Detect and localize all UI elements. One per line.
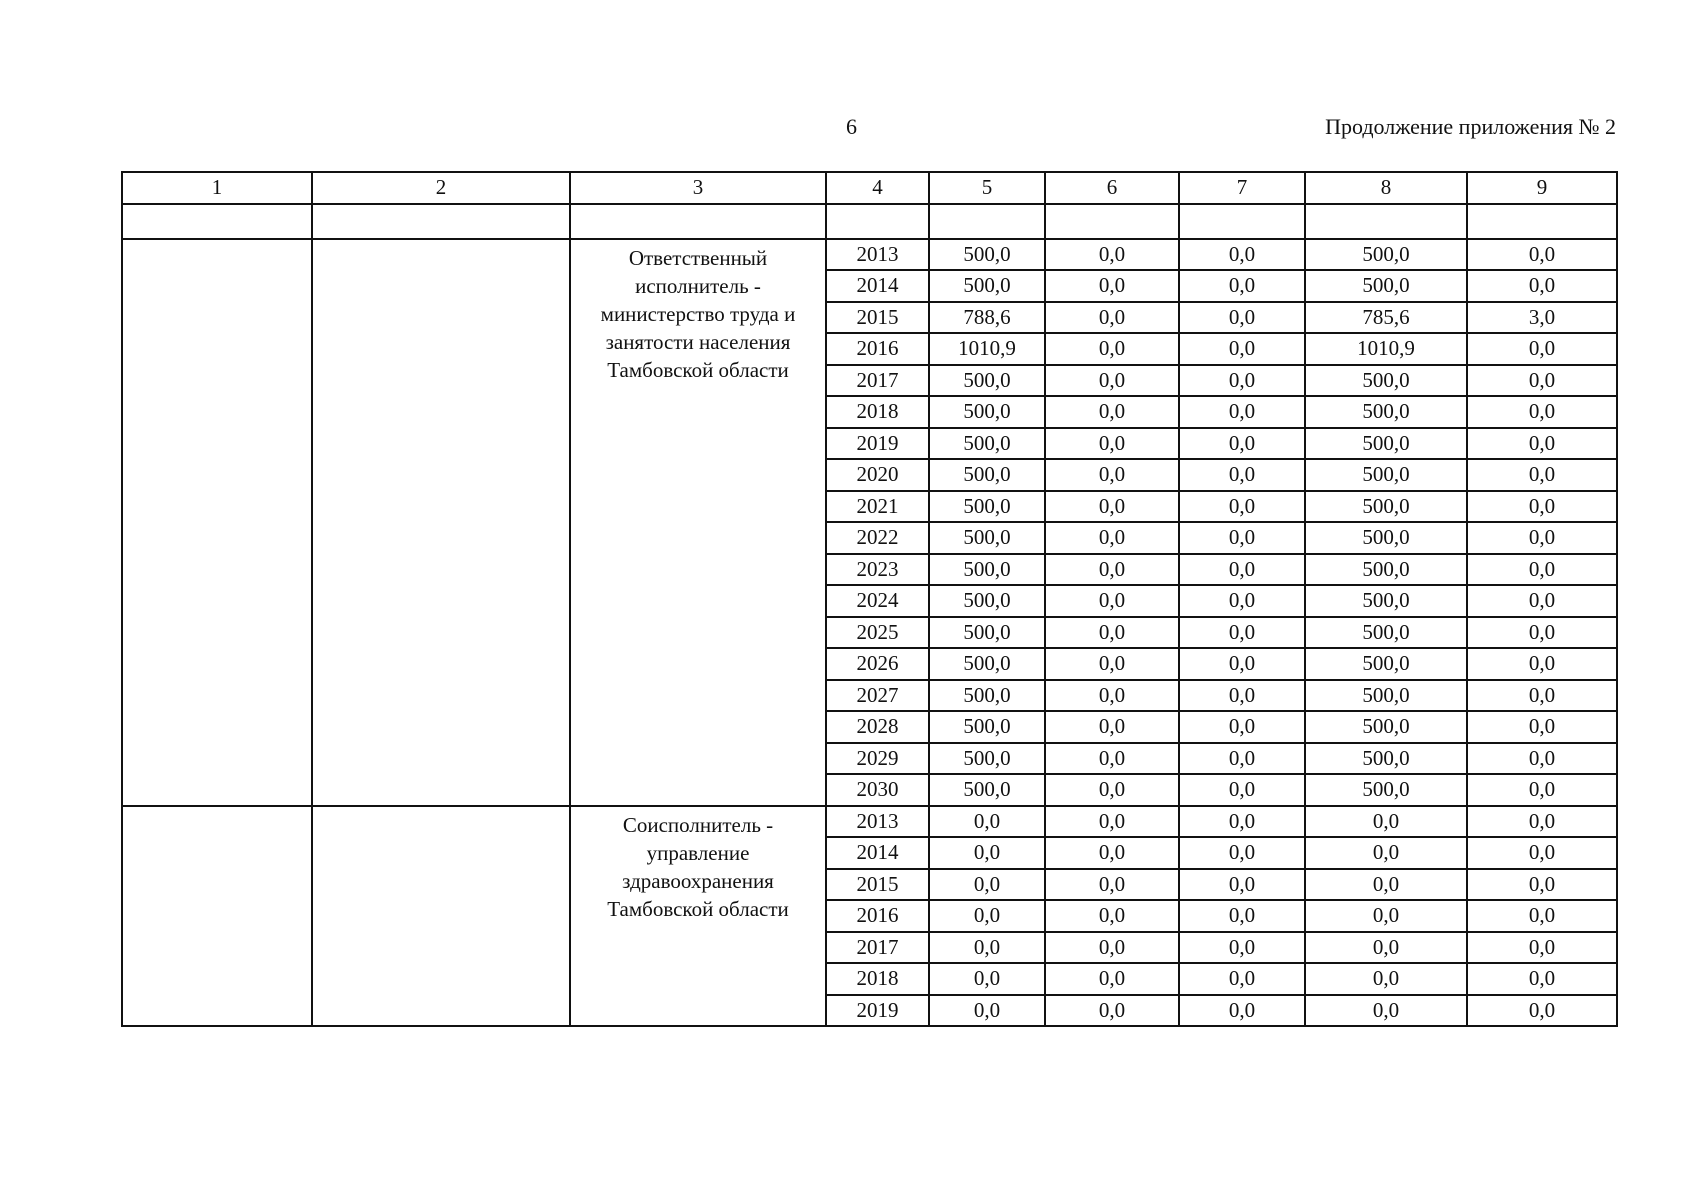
value-cell: 0,0 bbox=[1179, 806, 1305, 838]
value-cell: 0,0 bbox=[1179, 774, 1305, 806]
value-cell: 500,0 bbox=[1305, 491, 1467, 523]
executor-line: Ответственный bbox=[628, 245, 768, 270]
year-cell: 2025 bbox=[826, 617, 929, 649]
value-cell: 0,0 bbox=[929, 963, 1045, 995]
year-cell: 2029 bbox=[826, 743, 929, 775]
column-number-cell: 9 bbox=[1467, 172, 1617, 204]
value-cell: 0,0 bbox=[1467, 396, 1617, 428]
value-cell: 500,0 bbox=[1305, 365, 1467, 397]
value-cell: 0,0 bbox=[1467, 270, 1617, 302]
value-cell: 1010,9 bbox=[1305, 333, 1467, 365]
value-cell: 0,0 bbox=[929, 806, 1045, 838]
value-cell: 0,0 bbox=[1045, 522, 1179, 554]
column-number-cell: 7 bbox=[1179, 172, 1305, 204]
value-cell: 0,0 bbox=[1179, 680, 1305, 712]
year-cell: 2013 bbox=[826, 806, 929, 838]
value-cell: 0,0 bbox=[1467, 995, 1617, 1027]
value-cell: 500,0 bbox=[1305, 459, 1467, 491]
value-cell: 500,0 bbox=[929, 774, 1045, 806]
value-cell: 0,0 bbox=[1045, 554, 1179, 586]
executor-line: управление bbox=[646, 840, 750, 865]
value-cell: 0,0 bbox=[1467, 522, 1617, 554]
executor-line: Тамбовской области bbox=[607, 896, 789, 921]
col2-cell bbox=[312, 239, 570, 806]
year-cell: 2016 bbox=[826, 333, 929, 365]
value-cell: 0,0 bbox=[1179, 648, 1305, 680]
blank-cell bbox=[312, 204, 570, 239]
value-cell: 0,0 bbox=[1467, 239, 1617, 271]
value-cell: 500,0 bbox=[1305, 774, 1467, 806]
year-cell: 2019 bbox=[826, 428, 929, 460]
value-cell: 0,0 bbox=[1467, 869, 1617, 901]
value-cell: 0,0 bbox=[1045, 617, 1179, 649]
value-cell: 500,0 bbox=[929, 711, 1045, 743]
value-cell: 0,0 bbox=[1467, 617, 1617, 649]
value-cell: 0,0 bbox=[1179, 711, 1305, 743]
value-cell: 0,0 bbox=[1179, 837, 1305, 869]
value-cell: 0,0 bbox=[1045, 239, 1179, 271]
value-cell: 0,0 bbox=[1045, 680, 1179, 712]
value-cell: 0,0 bbox=[1467, 963, 1617, 995]
year-cell: 2022 bbox=[826, 522, 929, 554]
year-cell: 2015 bbox=[826, 302, 929, 334]
blank-cell bbox=[826, 204, 929, 239]
value-cell: 500,0 bbox=[1305, 554, 1467, 586]
value-cell: 500,0 bbox=[1305, 270, 1467, 302]
value-cell: 0,0 bbox=[1045, 869, 1179, 901]
value-cell: 500,0 bbox=[929, 648, 1045, 680]
year-cell: 2014 bbox=[826, 270, 929, 302]
blank-cell bbox=[1179, 204, 1305, 239]
column-number-cell: 1 bbox=[122, 172, 312, 204]
col1-cell bbox=[122, 239, 312, 806]
value-cell: 0,0 bbox=[1467, 774, 1617, 806]
value-cell: 0,0 bbox=[929, 932, 1045, 964]
year-cell: 2015 bbox=[826, 869, 929, 901]
value-cell: 0,0 bbox=[1467, 459, 1617, 491]
value-cell: 0,0 bbox=[1045, 333, 1179, 365]
blank-cell bbox=[122, 204, 312, 239]
column-number-row bbox=[122, 172, 1617, 204]
value-cell: 0,0 bbox=[1467, 680, 1617, 712]
value-cell: 500,0 bbox=[1305, 396, 1467, 428]
blank-cell bbox=[1467, 204, 1617, 239]
executor-cell bbox=[570, 239, 826, 806]
value-cell: 0,0 bbox=[1045, 396, 1179, 428]
value-cell: 0,0 bbox=[1179, 869, 1305, 901]
value-cell: 500,0 bbox=[1305, 585, 1467, 617]
value-cell: 0,0 bbox=[1467, 428, 1617, 460]
year-cell: 2024 bbox=[826, 585, 929, 617]
value-cell: 0,0 bbox=[1305, 806, 1467, 838]
value-cell: 500,0 bbox=[1305, 239, 1467, 271]
value-cell: 0,0 bbox=[1179, 302, 1305, 334]
column-number-cell: 6 bbox=[1045, 172, 1179, 204]
value-cell: 0,0 bbox=[1305, 900, 1467, 932]
executor-line: Соисполнитель - bbox=[622, 812, 774, 837]
executor-line: Тамбовской области bbox=[607, 357, 789, 382]
value-cell: 500,0 bbox=[929, 617, 1045, 649]
value-cell: 0,0 bbox=[1045, 837, 1179, 869]
executor-line: занятости населения bbox=[605, 329, 791, 354]
value-cell: 500,0 bbox=[929, 459, 1045, 491]
executor-line: министерство труда и bbox=[600, 301, 796, 326]
year-cell: 2018 bbox=[826, 396, 929, 428]
value-cell: 500,0 bbox=[929, 239, 1045, 271]
year-cell: 2013 bbox=[826, 239, 929, 271]
value-cell: 0,0 bbox=[1179, 995, 1305, 1027]
year-cell: 2027 bbox=[826, 680, 929, 712]
value-cell: 0,0 bbox=[1045, 932, 1179, 964]
financing-table bbox=[121, 171, 1618, 1027]
value-cell: 0,0 bbox=[1179, 554, 1305, 586]
value-cell: 0,0 bbox=[1179, 585, 1305, 617]
value-cell: 0,0 bbox=[1179, 963, 1305, 995]
value-cell: 0,0 bbox=[1179, 396, 1305, 428]
value-cell: 0,0 bbox=[1467, 365, 1617, 397]
blank-cell bbox=[570, 204, 826, 239]
value-cell: 0,0 bbox=[1305, 869, 1467, 901]
value-cell: 0,0 bbox=[1467, 333, 1617, 365]
value-cell: 0,0 bbox=[1467, 554, 1617, 586]
value-cell: 0,0 bbox=[1305, 837, 1467, 869]
value-cell: 0,0 bbox=[1045, 900, 1179, 932]
value-cell: 0,0 bbox=[1467, 806, 1617, 838]
value-cell: 788,6 bbox=[929, 302, 1045, 334]
year-cell: 2019 bbox=[826, 995, 929, 1027]
year-cell: 2028 bbox=[826, 711, 929, 743]
value-cell: 500,0 bbox=[1305, 617, 1467, 649]
value-cell: 0,0 bbox=[1179, 491, 1305, 523]
value-cell: 0,0 bbox=[1467, 585, 1617, 617]
value-cell: 500,0 bbox=[929, 428, 1045, 460]
value-cell: 0,0 bbox=[1179, 239, 1305, 271]
value-cell: 0,0 bbox=[1467, 648, 1617, 680]
year-cell: 2020 bbox=[826, 459, 929, 491]
value-cell: 500,0 bbox=[929, 491, 1045, 523]
value-cell: 0,0 bbox=[1467, 491, 1617, 523]
value-cell: 0,0 bbox=[1467, 900, 1617, 932]
year-cell: 2014 bbox=[826, 837, 929, 869]
value-cell: 0,0 bbox=[1045, 995, 1179, 1027]
value-cell: 500,0 bbox=[1305, 711, 1467, 743]
col1-cell bbox=[122, 806, 312, 1027]
value-cell: 500,0 bbox=[929, 554, 1045, 586]
value-cell: 500,0 bbox=[929, 270, 1045, 302]
value-cell: 500,0 bbox=[1305, 743, 1467, 775]
year-cell: 2023 bbox=[826, 554, 929, 586]
column-number-cell: 2 bbox=[312, 172, 570, 204]
value-cell: 0,0 bbox=[1045, 743, 1179, 775]
blank-cell bbox=[1045, 204, 1179, 239]
value-cell: 500,0 bbox=[929, 585, 1045, 617]
table-row bbox=[122, 806, 1617, 838]
value-cell: 0,0 bbox=[1179, 932, 1305, 964]
appendix-continuation-note: Продолжение приложения № 2 bbox=[1325, 114, 1616, 139]
value-cell: 1010,9 bbox=[929, 333, 1045, 365]
value-cell: 500,0 bbox=[1305, 428, 1467, 460]
value-cell: 0,0 bbox=[1179, 333, 1305, 365]
value-cell: 0,0 bbox=[1045, 774, 1179, 806]
year-cell: 2017 bbox=[826, 932, 929, 964]
value-cell: 0,0 bbox=[929, 837, 1045, 869]
value-cell: 0,0 bbox=[1179, 522, 1305, 554]
executor-cell bbox=[570, 806, 826, 1027]
blank-row bbox=[122, 204, 1617, 239]
value-cell: 0,0 bbox=[1467, 932, 1617, 964]
value-cell: 500,0 bbox=[1305, 648, 1467, 680]
year-cell: 2017 bbox=[826, 365, 929, 397]
col2-cell bbox=[312, 806, 570, 1027]
value-cell: 0,0 bbox=[1179, 617, 1305, 649]
value-cell: 0,0 bbox=[1179, 365, 1305, 397]
value-cell: 0,0 bbox=[1045, 270, 1179, 302]
column-number-cell: 4 bbox=[826, 172, 929, 204]
value-cell: 0,0 bbox=[1045, 806, 1179, 838]
executor-line: здравоохранения bbox=[622, 868, 774, 893]
value-cell: 0,0 bbox=[929, 869, 1045, 901]
value-cell: 0,0 bbox=[1305, 995, 1467, 1027]
value-cell: 0,0 bbox=[1045, 711, 1179, 743]
value-cell: 500,0 bbox=[929, 743, 1045, 775]
executor-line: исполнитель - bbox=[635, 273, 761, 298]
table-row bbox=[122, 239, 1617, 271]
value-cell: 0,0 bbox=[929, 995, 1045, 1027]
column-number-cell: 8 bbox=[1305, 172, 1467, 204]
blank-cell bbox=[1305, 204, 1467, 239]
value-cell: 0,0 bbox=[1179, 743, 1305, 775]
value-cell: 0,0 bbox=[1045, 585, 1179, 617]
value-cell: 500,0 bbox=[929, 522, 1045, 554]
value-cell: 0,0 bbox=[1179, 900, 1305, 932]
value-cell: 785,6 bbox=[1305, 302, 1467, 334]
page-number: 6 bbox=[846, 114, 857, 139]
year-cell: 2021 bbox=[826, 491, 929, 523]
value-cell: 500,0 bbox=[929, 396, 1045, 428]
year-cell: 2026 bbox=[826, 648, 929, 680]
blank-cell bbox=[929, 204, 1045, 239]
value-cell: 0,0 bbox=[1045, 428, 1179, 460]
value-cell: 0,0 bbox=[1045, 491, 1179, 523]
value-cell: 500,0 bbox=[1305, 680, 1467, 712]
value-cell: 0,0 bbox=[1045, 302, 1179, 334]
value-cell: 500,0 bbox=[929, 680, 1045, 712]
value-cell: 0,0 bbox=[1045, 648, 1179, 680]
value-cell: 0,0 bbox=[1045, 963, 1179, 995]
value-cell: 0,0 bbox=[1179, 270, 1305, 302]
year-cell: 2016 bbox=[826, 900, 929, 932]
value-cell: 0,0 bbox=[1467, 711, 1617, 743]
value-cell: 0,0 bbox=[1045, 365, 1179, 397]
year-cell: 2018 bbox=[826, 963, 929, 995]
year-cell: 2030 bbox=[826, 774, 929, 806]
column-number-cell: 3 bbox=[570, 172, 826, 204]
value-cell: 0,0 bbox=[929, 900, 1045, 932]
value-cell: 0,0 bbox=[1467, 743, 1617, 775]
column-number-cell: 5 bbox=[929, 172, 1045, 204]
value-cell: 0,0 bbox=[1305, 932, 1467, 964]
value-cell: 0,0 bbox=[1179, 428, 1305, 460]
value-cell: 3,0 bbox=[1467, 302, 1617, 334]
value-cell: 500,0 bbox=[1305, 522, 1467, 554]
value-cell: 0,0 bbox=[1467, 837, 1617, 869]
value-cell: 0,0 bbox=[1179, 459, 1305, 491]
value-cell: 500,0 bbox=[929, 365, 1045, 397]
value-cell: 0,0 bbox=[1045, 459, 1179, 491]
value-cell: 0,0 bbox=[1305, 963, 1467, 995]
